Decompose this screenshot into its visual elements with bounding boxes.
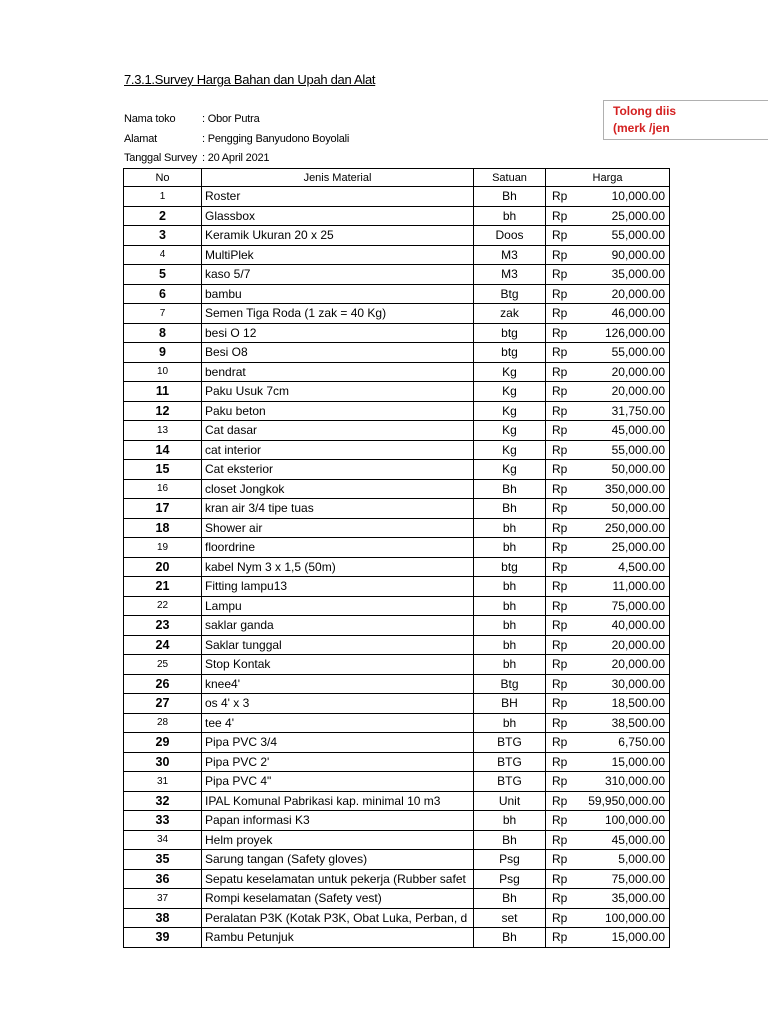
row-material: Roster xyxy=(202,187,474,207)
row-material: closet Jongkok xyxy=(202,479,474,499)
row-price: 10,000.00 xyxy=(576,187,670,207)
row-price: 55,000.00 xyxy=(576,343,670,363)
row-price: 50,000.00 xyxy=(576,460,670,480)
row-no: 11 xyxy=(124,382,202,402)
row-currency: Rp xyxy=(546,304,576,324)
row-currency: Rp xyxy=(546,440,576,460)
row-material: Paku beton xyxy=(202,401,474,421)
row-unit: Kg xyxy=(474,440,546,460)
table-row xyxy=(124,499,670,519)
row-no: 4 xyxy=(124,245,202,265)
table-row xyxy=(124,694,670,714)
row-no: 35 xyxy=(124,850,202,870)
row-price: 5,000.00 xyxy=(576,850,670,870)
row-currency: Rp xyxy=(546,362,576,382)
table-row xyxy=(124,577,670,597)
row-currency: Rp xyxy=(546,421,576,441)
header-unit: Satuan xyxy=(474,169,546,187)
row-no: 7 xyxy=(124,304,202,324)
row-unit: bh xyxy=(474,811,546,831)
row-no: 36 xyxy=(124,869,202,889)
row-unit: BTG xyxy=(474,772,546,792)
table-row xyxy=(124,596,670,616)
row-unit: Kg xyxy=(474,460,546,480)
row-price: 38,500.00 xyxy=(576,713,670,733)
header-material: Jenis Material xyxy=(202,169,474,187)
row-currency: Rp xyxy=(546,616,576,636)
row-no: 10 xyxy=(124,362,202,382)
row-price: 350,000.00 xyxy=(576,479,670,499)
row-currency: Rp xyxy=(546,830,576,850)
row-unit: Psg xyxy=(474,869,546,889)
row-no: 6 xyxy=(124,284,202,304)
table-row xyxy=(124,908,670,928)
note-line-2: (merk /jen xyxy=(613,121,670,135)
table-row xyxy=(124,226,670,246)
row-unit: Kg xyxy=(474,382,546,402)
row-no: 14 xyxy=(124,440,202,460)
note-line-1: Tolong diis xyxy=(613,104,677,118)
table-row xyxy=(124,928,670,948)
row-no: 39 xyxy=(124,928,202,948)
table-row xyxy=(124,557,670,577)
row-currency: Rp xyxy=(546,206,576,226)
row-material: Rambu Petunjuk xyxy=(202,928,474,948)
row-price: 18,500.00 xyxy=(576,694,670,714)
table-row xyxy=(124,284,670,304)
row-no: 3 xyxy=(124,226,202,246)
row-currency: Rp xyxy=(546,323,576,343)
table-row xyxy=(124,382,670,402)
row-unit: Kg xyxy=(474,401,546,421)
row-unit: btg xyxy=(474,343,546,363)
row-currency: Rp xyxy=(546,655,576,675)
row-material: bambu xyxy=(202,284,474,304)
store-name-row xyxy=(124,113,424,127)
row-unit: btg xyxy=(474,323,546,343)
row-material: Besi O8 xyxy=(202,343,474,363)
row-price: 75,000.00 xyxy=(576,869,670,889)
table-row xyxy=(124,343,670,363)
row-currency: Rp xyxy=(546,538,576,558)
row-no: 12 xyxy=(124,401,202,421)
row-unit: zak xyxy=(474,304,546,324)
row-price: 310,000.00 xyxy=(576,772,670,792)
row-price: 20,000.00 xyxy=(576,635,670,655)
row-price: 75,000.00 xyxy=(576,596,670,616)
row-unit: Psg xyxy=(474,850,546,870)
table-row xyxy=(124,713,670,733)
page-title: 7.3.1.Survey Harga Bahan dan Upah dan Alat xyxy=(124,72,376,87)
row-unit: bh xyxy=(474,713,546,733)
row-currency: Rp xyxy=(546,187,576,207)
row-currency: Rp xyxy=(546,928,576,948)
table-row xyxy=(124,479,670,499)
table-row xyxy=(124,674,670,694)
row-currency: Rp xyxy=(546,557,576,577)
table-row xyxy=(124,206,670,226)
row-unit: BTG xyxy=(474,752,546,772)
row-no: 24 xyxy=(124,635,202,655)
row-unit: Kg xyxy=(474,421,546,441)
row-unit: Bh xyxy=(474,830,546,850)
row-currency: Rp xyxy=(546,284,576,304)
row-material: knee4' xyxy=(202,674,474,694)
row-material: kaso 5/7 xyxy=(202,265,474,285)
row-no: 28 xyxy=(124,713,202,733)
row-price: 90,000.00 xyxy=(576,245,670,265)
row-price: 35,000.00 xyxy=(576,265,670,285)
table-row xyxy=(124,362,670,382)
survey-date-row xyxy=(124,152,424,166)
table-row xyxy=(124,323,670,343)
row-unit: bh xyxy=(474,577,546,597)
row-no: 37 xyxy=(124,889,202,909)
row-currency: Rp xyxy=(546,226,576,246)
row-price: 15,000.00 xyxy=(576,752,670,772)
row-price: 59,950,000.00 xyxy=(576,791,670,811)
row-material: Keramik Ukuran 20 x 25 xyxy=(202,226,474,246)
row-unit: Unit xyxy=(474,791,546,811)
row-material: Pipa PVC 4" xyxy=(202,772,474,792)
survey-date-label: Tanggal Survey xyxy=(124,152,198,164)
row-no: 31 xyxy=(124,772,202,792)
row-material: MultiPlek xyxy=(202,245,474,265)
row-material: Paku Usuk 7cm xyxy=(202,382,474,402)
row-currency: Rp xyxy=(546,674,576,694)
row-currency: Rp xyxy=(546,791,576,811)
table-row xyxy=(124,811,670,831)
row-material: Rompi keselamatan (Safety vest) xyxy=(202,889,474,909)
row-currency: Rp xyxy=(546,382,576,402)
row-price: 35,000.00 xyxy=(576,889,670,909)
table-row xyxy=(124,791,670,811)
row-currency: Rp xyxy=(546,265,576,285)
row-price: 11,000.00 xyxy=(576,577,670,597)
row-unit: Bh xyxy=(474,889,546,909)
row-unit: Bh xyxy=(474,928,546,948)
row-material: bendrat xyxy=(202,362,474,382)
row-material: IPAL Komunal Pabrikasi kap. minimal 10 m3 xyxy=(202,791,474,811)
row-no: 8 xyxy=(124,323,202,343)
row-price: 40,000.00 xyxy=(576,616,670,636)
row-price: 250,000.00 xyxy=(576,518,670,538)
row-unit: BH xyxy=(474,694,546,714)
row-no: 20 xyxy=(124,557,202,577)
row-no: 38 xyxy=(124,908,202,928)
row-currency: Rp xyxy=(546,713,576,733)
row-no: 30 xyxy=(124,752,202,772)
table-row xyxy=(124,245,670,265)
row-material: floordrine xyxy=(202,538,474,558)
table-row xyxy=(124,460,670,480)
row-no: 34 xyxy=(124,830,202,850)
row-no: 17 xyxy=(124,499,202,519)
row-unit: M3 xyxy=(474,245,546,265)
row-material: Stop Kontak xyxy=(202,655,474,675)
row-material: Cat dasar xyxy=(202,421,474,441)
row-price: 46,000.00 xyxy=(576,304,670,324)
header-no: No xyxy=(124,169,202,187)
table-row xyxy=(124,752,670,772)
row-unit: bh xyxy=(474,596,546,616)
row-material: Shower air xyxy=(202,518,474,538)
row-price: 30,000.00 xyxy=(576,674,670,694)
row-material: saklar ganda xyxy=(202,616,474,636)
row-currency: Rp xyxy=(546,518,576,538)
table-row xyxy=(124,265,670,285)
row-price: 45,000.00 xyxy=(576,421,670,441)
row-unit: bh xyxy=(474,206,546,226)
row-material: Papan informasi K3 xyxy=(202,811,474,831)
row-currency: Rp xyxy=(546,460,576,480)
row-price: 50,000.00 xyxy=(576,499,670,519)
row-material: tee 4' xyxy=(202,713,474,733)
row-currency: Rp xyxy=(546,245,576,265)
table-row xyxy=(124,869,670,889)
table-row xyxy=(124,440,670,460)
header-price: Harga xyxy=(546,169,670,187)
row-no: 26 xyxy=(124,674,202,694)
survey-date-value: : 20 April 2021 xyxy=(202,152,270,164)
table-row xyxy=(124,401,670,421)
row-no: 2 xyxy=(124,206,202,226)
address-value: : Pengging Banyudono Boyolali xyxy=(202,133,350,145)
row-price: 25,000.00 xyxy=(576,538,670,558)
table-row xyxy=(124,772,670,792)
table-row xyxy=(124,889,670,909)
row-no: 16 xyxy=(124,479,202,499)
row-no: 9 xyxy=(124,343,202,363)
row-unit: Bh xyxy=(474,479,546,499)
row-unit: BTG xyxy=(474,733,546,753)
row-unit: bh xyxy=(474,616,546,636)
table-row xyxy=(124,850,670,870)
row-no: 25 xyxy=(124,655,202,675)
row-currency: Rp xyxy=(546,850,576,870)
row-no: 15 xyxy=(124,460,202,480)
table-row xyxy=(124,187,670,207)
row-currency: Rp xyxy=(546,577,576,597)
row-material: Glassbox xyxy=(202,206,474,226)
row-no: 32 xyxy=(124,791,202,811)
row-price: 20,000.00 xyxy=(576,382,670,402)
row-material: Sepatu keselamatan untuk pekerja (Rubber safet xyxy=(202,869,474,889)
table-header-row xyxy=(124,169,670,187)
row-material: os 4' x 3 xyxy=(202,694,474,714)
table-row xyxy=(124,733,670,753)
row-no: 33 xyxy=(124,811,202,831)
row-price: 100,000.00 xyxy=(576,908,670,928)
row-unit: Bh xyxy=(474,499,546,519)
row-unit: Doos xyxy=(474,226,546,246)
address-row xyxy=(124,133,424,147)
row-material: kran air 3/4 tipe tuas xyxy=(202,499,474,519)
row-currency: Rp xyxy=(546,752,576,772)
row-currency: Rp xyxy=(546,479,576,499)
row-price: 45,000.00 xyxy=(576,830,670,850)
row-currency: Rp xyxy=(546,869,576,889)
table-row xyxy=(124,421,670,441)
row-no: 29 xyxy=(124,733,202,753)
row-currency: Rp xyxy=(546,811,576,831)
row-no: 27 xyxy=(124,694,202,714)
store-name-label: Nama toko xyxy=(124,113,176,125)
row-currency: Rp xyxy=(546,635,576,655)
row-material: Saklar tunggal xyxy=(202,635,474,655)
row-currency: Rp xyxy=(546,401,576,421)
row-material: Sarung tangan (Safety gloves) xyxy=(202,850,474,870)
row-price: 126,000.00 xyxy=(576,323,670,343)
row-material: Fitting lampu13 xyxy=(202,577,474,597)
row-unit: btg xyxy=(474,557,546,577)
row-material: Lampu xyxy=(202,596,474,616)
row-price: 4,500.00 xyxy=(576,557,670,577)
row-no: 13 xyxy=(124,421,202,441)
row-price: 20,000.00 xyxy=(576,655,670,675)
row-unit: bh xyxy=(474,538,546,558)
address-label: Alamat xyxy=(124,133,158,145)
table-row xyxy=(124,830,670,850)
row-unit: Bh xyxy=(474,187,546,207)
row-material: Cat eksterior xyxy=(202,460,474,480)
row-currency: Rp xyxy=(546,733,576,753)
row-no: 22 xyxy=(124,596,202,616)
row-price: 31,750.00 xyxy=(576,401,670,421)
row-price: 20,000.00 xyxy=(576,362,670,382)
instruction-note xyxy=(603,100,768,140)
row-currency: Rp xyxy=(546,343,576,363)
table-row xyxy=(124,655,670,675)
row-material: Pipa PVC 3/4 xyxy=(202,733,474,753)
table-row xyxy=(124,635,670,655)
row-unit: M3 xyxy=(474,265,546,285)
row-no: 21 xyxy=(124,577,202,597)
row-price: 100,000.00 xyxy=(576,811,670,831)
row-price: 6,750.00 xyxy=(576,733,670,753)
row-unit: set xyxy=(474,908,546,928)
row-material: Helm proyek xyxy=(202,830,474,850)
table-row xyxy=(124,518,670,538)
row-unit: bh xyxy=(474,635,546,655)
row-unit: bh xyxy=(474,655,546,675)
row-currency: Rp xyxy=(546,596,576,616)
row-no: 18 xyxy=(124,518,202,538)
row-currency: Rp xyxy=(546,499,576,519)
row-price: 55,000.00 xyxy=(576,226,670,246)
row-price: 15,000.00 xyxy=(576,928,670,948)
store-name-value: : Obor Putra xyxy=(202,113,260,125)
row-currency: Rp xyxy=(546,694,576,714)
table-row xyxy=(124,304,670,324)
row-material: kabel Nym 3 x 1,5 (50m) xyxy=(202,557,474,577)
row-unit: Kg xyxy=(474,362,546,382)
row-unit: Btg xyxy=(474,284,546,304)
row-currency: Rp xyxy=(546,772,576,792)
row-no: 19 xyxy=(124,538,202,558)
table-row xyxy=(124,538,670,558)
row-no: 23 xyxy=(124,616,202,636)
row-currency: Rp xyxy=(546,908,576,928)
row-material: Peralatan P3K (Kotak P3K, Obat Luka, Perban, d xyxy=(202,908,474,928)
price-survey-table xyxy=(123,168,670,948)
row-unit: bh xyxy=(474,518,546,538)
row-currency: Rp xyxy=(546,889,576,909)
row-price: 20,000.00 xyxy=(576,284,670,304)
row-price: 25,000.00 xyxy=(576,206,670,226)
row-no: 5 xyxy=(124,265,202,285)
row-price: 55,000.00 xyxy=(576,440,670,460)
row-material: besi O 12 xyxy=(202,323,474,343)
table-row xyxy=(124,616,670,636)
row-material: Semen Tiga Roda (1 zak = 40 Kg) xyxy=(202,304,474,324)
row-material: cat interior xyxy=(202,440,474,460)
row-unit: Btg xyxy=(474,674,546,694)
row-material: Pipa PVC 2' xyxy=(202,752,474,772)
row-no: 1 xyxy=(124,187,202,207)
